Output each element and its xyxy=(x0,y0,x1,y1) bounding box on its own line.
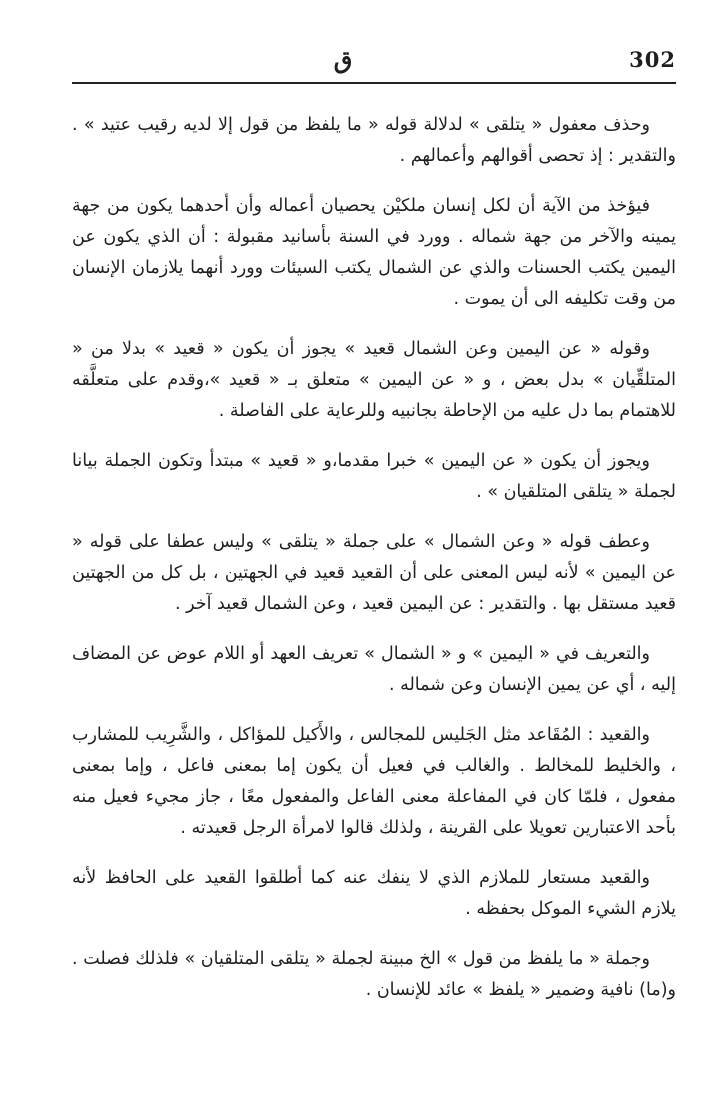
paragraph: وجملة « ما يلفظ من قول » الخ مبينة لجملة « يتلقى المتلقيان » فلذلك فصلت . و(ما) نافية وضمير « يلفظ » عائد للإنسان . xyxy=(72,949,676,1000)
page-header xyxy=(70,40,676,80)
paragraph: والقعيد : المُقَاعد مثل الجَليس للمجالس ، والأَكيل للمؤاكل ، والشَّرِيب للمشارب ، والخليط للمخالط . والغالب في فعيل أن يكون إما بمعنى فاعل ، وإما بمعنى مفعول ، فلمّا كان في المفاعلة معنى الفاعل والمفعول معًا ، جاز مجيء فعيل منه بأحد الاعتبارين تعويلا على القرينة ، ولذلك قالوا لامرأة الرجل قعيدته . xyxy=(72,725,676,838)
body-text xyxy=(72,110,676,1025)
paragraph: وقوله « عن اليمين وعن الشمال قعيد » يجوز أن يكون « قعيد » بدلا من « المتلقِّيان » بدل بعض ، و « عن اليمين » متعلق بـ « قعيد »،وقدم على متعلَّقه للاهتمام بما دل عليه من الإحاطة بجانبيه وللرعاية على الفاصلة . xyxy=(72,339,676,421)
paragraph: فيؤخذ من الآية أن لكل إنسان ملكيْن يحصيان أعماله وأن أحدهما يكون من جهة يمينه والآخر من جهة شماله . وورد في السنة بأسانيد مقبولة : أن الذي يكون عن اليمين يكتب الحسنات والذي عن الشمال يكتب السيئات وورد أنهما يلازمان الإنسان من وقت تكليفه الى أن يموت . xyxy=(72,196,676,309)
paragraph: وعطف قوله « وعن الشمال » على جملة « يتلقى » وليس عطفا على قوله « عن اليمين » لأنه ليس المعنى على أن القعيد قعيد في الجهتين ، بل كل من الجهتين قعيد مستقل بها . والتقدير : عن اليمين قعيد ، وعن الشمال قعيد آخر . xyxy=(72,532,676,614)
chapter-letter: ق xyxy=(333,45,353,74)
header-rule xyxy=(72,82,676,84)
paragraph: والقعيد مستعار للملازم الذي لا ينفك عنه كما أطلقوا القعيد على الحافظ لأنه يلازم الشيء الموكل بحفظه . xyxy=(72,868,676,919)
paragraph: والتعريف في « اليمين » و « الشمال » تعريف العهد أو اللام عوض عن المضاف إليه ، أي عن يمين الإنسان وعن شماله . xyxy=(72,644,676,695)
paragraph: وحذف معفول « يتلقى » لدلالة قوله « ما يلفظ من قول إلا لديه رقيب عتيد » . والتقدير : إذ تحصى أقوالهم وأعمالهم . xyxy=(72,115,676,166)
paragraph: ويجوز أن يكون « عن اليمين » خبرا مقدما،و « قعيد » مبتدأ وتكون الجملة بيانا لجملة « يتلقى المتلقيان » . xyxy=(72,451,676,502)
page-number: 302 xyxy=(629,47,676,72)
